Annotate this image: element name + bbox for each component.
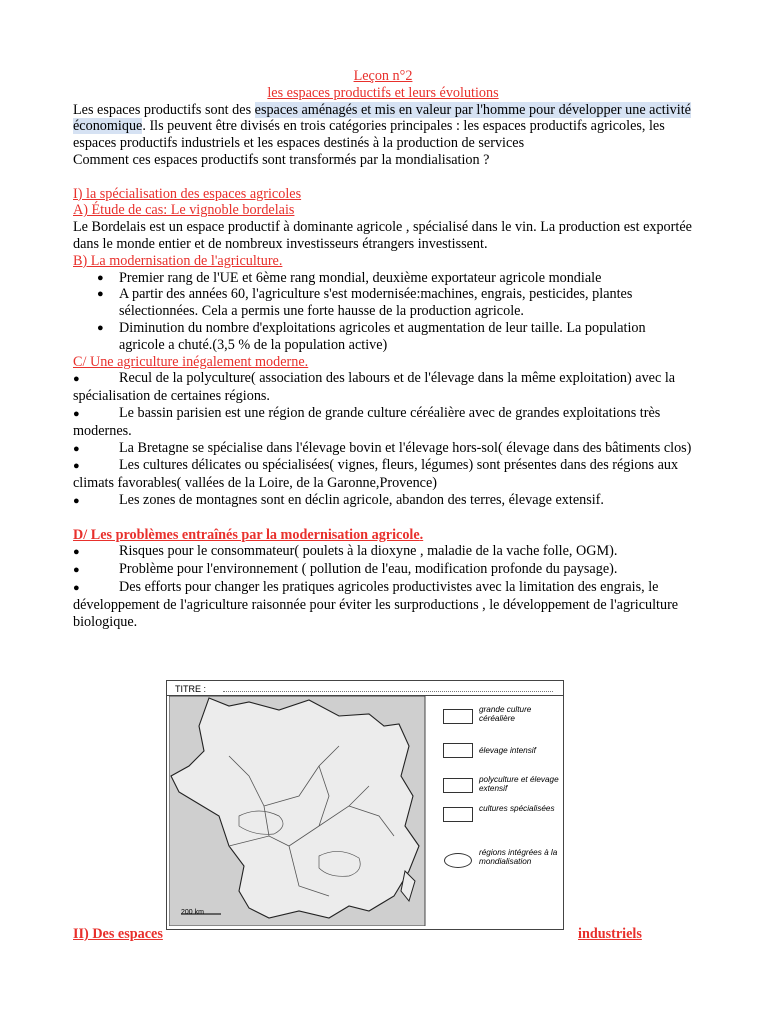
legend-swatch	[443, 743, 473, 758]
intro-text-start: Les espaces productifs sont des	[73, 101, 255, 118]
lesson-number: Leçon n°2	[353, 68, 413, 84]
list-item: ● Le bassin parisien est une région de grande culture céréalière avec de grandes exploitations très modernes.	[73, 404, 661, 439]
map-scale-label: 200 km	[181, 909, 204, 916]
legend-label: cultures spécialisées	[479, 804, 555, 813]
section-1a-text: Le Bordelais est un espace productif à dominante agricole , spécialisé dans le vin. La production est exportée dans le monde entier et de nombreux investisseurs étrangers investissent.	[73, 219, 692, 252]
list-item: ● A partir des années 60, l'agriculture s'est modernisée:machines, engrais, pesticides, plantes sélectionnées. Cela a permis une forte hausse de la production agricole.	[119, 286, 693, 320]
legend-label: régions intégrées à la mondialisation	[479, 848, 558, 866]
legend-ellipse-symbol	[444, 853, 472, 868]
legend-swatch	[443, 709, 473, 724]
legend-label: grande culture céréalière	[479, 705, 532, 723]
france-agriculture-map	[166, 680, 564, 930]
france-outline-map	[169, 696, 427, 926]
list-item: ● Recul de la polyculture( association des labours et de l'élevage dans la même exploitation) avec la spécialisation de certaines régions.	[73, 370, 676, 405]
list-item: ● La Bretagne se spécialise dans l'élevage bovin et l'élevage hors-sol( élevage dans des bâtiments clos)	[73, 439, 692, 456]
intro-text-end: . Ils peuvent être divisés en trois catégories principales : les espaces productifs agricoles, les espaces productifs industriels et les espaces destinés à la production de services	[73, 118, 665, 152]
list-item: ● Risques pour le consommateur( poulets à la dioxyne , maladie de la vache folle, OGM).	[73, 543, 618, 560]
problem-question: Comment ces espaces productifs sont transformés par la mondialisation ?	[73, 151, 490, 168]
legend-swatch	[443, 778, 473, 793]
section-1c-title: C/ Une agriculture inégalement moderne.	[73, 353, 309, 370]
map-title-label: TITRE :	[175, 684, 206, 694]
section-1d-title: D/ Les problèmes entraînés par la modernisation agricole.	[73, 526, 424, 543]
section-1-title: I) la spécialisation des espaces agricoles	[73, 185, 302, 202]
list-item: ● Problème pour l'environnement ( pollution de l'eau, modification profonde du paysage).	[73, 561, 618, 578]
list-item: ● Premier rang de l'UE et 6ème rang mondial, deuxième exportateur agricole mondiale	[119, 270, 693, 287]
section-2-title-end: industriels	[578, 926, 642, 942]
intro-highlighted-text: espaces aménagés et mis en valeur par l'homme pour développer une activité économique	[73, 101, 691, 135]
list-item: ● Diminution du nombre d'exploitations agricoles et augmentation de leur taille. La population agricole a chuté.(3,5 % de la population active)	[119, 320, 693, 354]
list-item: ● Les zones de montagnes sont en déclin agricole, abandon des terres, élevage extensif.	[73, 491, 604, 508]
legend-swatch	[443, 807, 473, 822]
section-1b-list	[73, 270, 693, 354]
list-item: ● Des efforts pour changer les pratiques agricoles productivistes avec la limitation des engrais, le développement de l'agriculture raisonnée pour éviter les surproductions , le développement de l'agriculture biologique.	[73, 578, 679, 630]
section-1b-title: B) La modernisation de l'agriculture.	[73, 252, 283, 269]
lesson-title: les espaces productifs et leurs évolutions	[267, 84, 499, 101]
map-title-line	[223, 691, 553, 692]
intro-paragraph	[73, 102, 693, 152]
section-2-title-start: II) Des espaces	[73, 926, 163, 942]
legend-label: polyculture et élevage extensif	[479, 775, 559, 793]
document-body	[73, 68, 693, 630]
section-1a-title: A) Étude de cas: Le vignoble bordelais	[73, 202, 295, 219]
legend-label: élevage intensif	[479, 746, 536, 755]
section-1d-list	[73, 543, 693, 630]
section-1c-list	[73, 370, 693, 509]
list-item: ● Les cultures délicates ou spécialisées( vignes, fleurs, légumes) sont présentes dans des régions aux climats favorables( vallées de la Loire, de la Garonne,Provence)	[73, 457, 679, 492]
